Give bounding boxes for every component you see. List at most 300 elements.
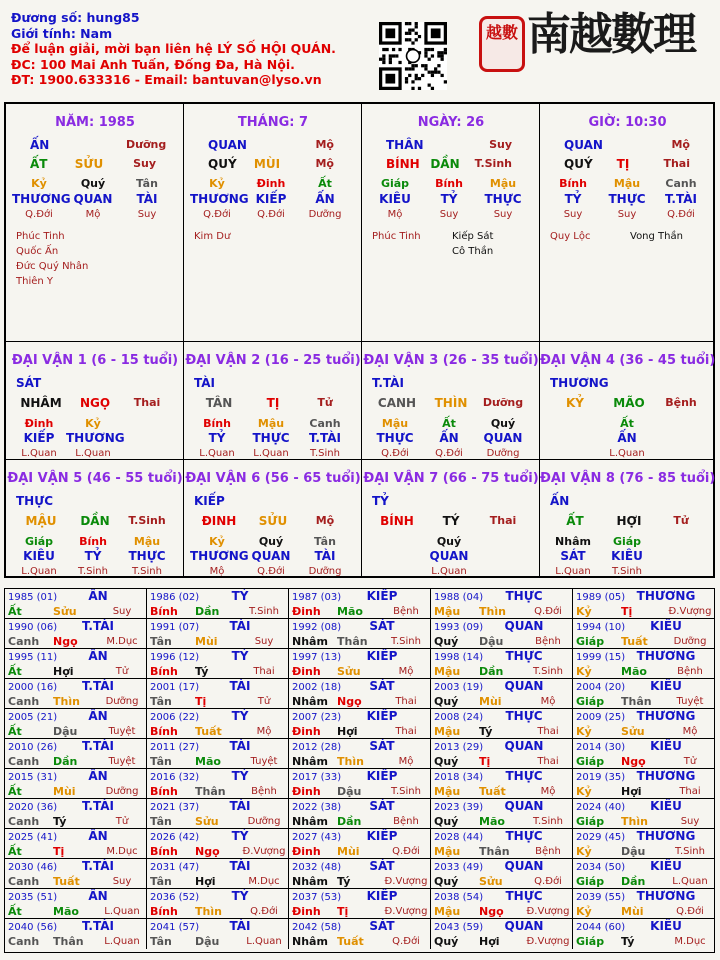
dai-van-cell (6, 460, 184, 578)
year-branch: Thìn (479, 605, 506, 618)
year-cell (431, 739, 573, 769)
dai-van-god: T.TÀI (372, 376, 404, 390)
year-branch: Tị (53, 845, 65, 858)
hidden-stem: Canh (665, 177, 697, 190)
year-stem: Đinh (292, 905, 321, 918)
year-branch: Hợi (53, 665, 74, 678)
year-stem: Giáp (576, 635, 605, 648)
year-branch: Mùi (53, 785, 76, 798)
year-cell (147, 859, 289, 889)
year-stage: Dưỡng (105, 786, 139, 797)
year-label: 1987 (03) (292, 592, 342, 603)
year-cell (289, 919, 431, 949)
year-branch: Thân (337, 635, 368, 648)
year-god: KIÊU (650, 739, 682, 753)
year-stage: Suy (254, 636, 274, 647)
year-branch: Thìn (621, 815, 648, 828)
year-stem: Mậu (434, 905, 461, 918)
year-stage: Mộ (540, 696, 556, 707)
star-label: Kiếp Sát (452, 231, 494, 242)
year-branch: Thân (53, 935, 84, 948)
dai-van-title: ĐẠI VẬN 4 (36 - 45 tuổi) (540, 353, 716, 368)
year-stem: Canh (8, 635, 40, 648)
dai-van-title: ĐẠI VẬN 5 (46 - 55 tuổi) (7, 471, 183, 486)
year-god: THỰC (505, 709, 543, 723)
year-cell (431, 859, 573, 889)
dai-van-god: TỶ (372, 494, 389, 508)
dai-van-god: KIẾP (194, 494, 225, 508)
hidden-stem: Mậu (489, 177, 517, 190)
hidden-state: Q.Đới (25, 209, 53, 220)
year-cell (147, 589, 289, 619)
dai-van-god: THƯƠNG (550, 376, 609, 390)
hidden-stem: Đinh (24, 417, 54, 430)
pillar-cell (540, 104, 715, 342)
dai-van-title: ĐẠI VẬN 7 (66 - 75 tuổi) (363, 471, 539, 486)
year-label: 2010 (26) (8, 742, 58, 753)
star-label: Thiên Y (16, 276, 54, 287)
year-god: T.TÀI (82, 679, 114, 693)
year-stem: Bính (150, 845, 178, 858)
hidden-stem: Bính (435, 177, 463, 190)
dai-van-title: ĐẠI VẬN 3 (26 - 35 tuổi) (363, 353, 539, 368)
dai-van-cell (6, 342, 184, 460)
year-stage: Q.Đới (676, 906, 704, 917)
year-label: 1993 (09) (434, 622, 484, 633)
hidden-state: L.Quan (75, 448, 111, 459)
year-label: 2043 (59) (434, 922, 484, 933)
year-god: SÁT (369, 919, 395, 933)
year-label: 1988 (04) (434, 592, 484, 603)
star-label: Kim Dư (194, 231, 231, 242)
hidden-state: T.Sinh (612, 566, 642, 577)
year-cell (147, 799, 289, 829)
hidden-stem: Mậu (257, 417, 285, 430)
hidden-stem: Bính (79, 535, 107, 548)
year-god: SÁT (369, 679, 395, 693)
year-god: ẤN (88, 589, 108, 603)
year-label: 2022 (38) (292, 802, 342, 813)
year-stem: Nhâm (292, 755, 328, 768)
year-stage: L.Quan (246, 936, 282, 947)
year-label: 2002 (18) (292, 682, 342, 693)
year-cell (147, 769, 289, 799)
hidden-god: THƯƠNG (12, 192, 71, 206)
dai-van-stem: MẬU (25, 514, 57, 528)
year-branch: Tý (195, 665, 209, 678)
year-stage: Tử (683, 756, 697, 767)
earthly-branch: SỬU (74, 157, 104, 171)
year-label: 1996 (12) (150, 652, 200, 663)
year-stem: Đinh (292, 605, 321, 618)
stem-stage: Mộ (671, 138, 690, 151)
hidden-stem: Tân (136, 177, 158, 190)
year-branch: Tý (337, 875, 351, 888)
year-branch: Tuất (479, 785, 506, 798)
dai-van-title: ĐẠI VẬN 6 (56 - 65 tuổi) (185, 471, 361, 486)
dai-van-stem: NHÂM (20, 396, 62, 410)
hidden-state: Q.Đới (257, 209, 285, 220)
year-stem: Mậu (434, 665, 461, 678)
dai-van-stem: ĐINH (201, 514, 237, 528)
year-cell (147, 889, 289, 919)
year-god: TỶ (231, 889, 249, 903)
year-branch: Hợi (479, 935, 500, 948)
hidden-state: Q.Đới (435, 448, 463, 459)
year-branch: Mùi (479, 695, 502, 708)
dai-van-god: TÀI (194, 376, 216, 390)
year-branch: Ngọ (53, 635, 78, 648)
year-god: QUAN (504, 619, 544, 633)
header-line: Để luận giải, mời bạn liên hệ LÝ SỐ HỘI QUÁN. (11, 41, 336, 56)
year-god: KIẾP (366, 649, 398, 663)
branch-stage: T.Sinh (474, 157, 512, 170)
hidden-god: SÁT (560, 549, 586, 563)
year-god: TỶ (231, 709, 249, 723)
year-cell (5, 859, 147, 889)
year-cell (147, 619, 289, 649)
year-cell (5, 889, 147, 919)
year-stem: Tân (150, 875, 172, 888)
year-stem: Quý (434, 635, 459, 648)
year-branch: Dần (337, 815, 362, 828)
hidden-stem: Quý (258, 535, 284, 548)
year-stem: Giáp (576, 935, 605, 948)
year-god: QUAN (504, 799, 544, 813)
year-label: 1998 (14) (434, 652, 484, 663)
year-branch: Dậu (621, 845, 646, 858)
branch-stage: Mộ (315, 157, 334, 170)
year-stage: Dưỡng (105, 696, 139, 707)
year-stem: Bính (150, 785, 178, 798)
year-god: TỶ (231, 829, 249, 843)
year-stem: Kỷ (576, 785, 592, 798)
year-cell (573, 619, 714, 649)
year-stem: Quý (434, 695, 459, 708)
year-branch: Hợi (621, 785, 642, 798)
year-label: 2025 (41) (8, 832, 58, 843)
year-stage: Q.Đới (250, 906, 278, 917)
year-branch: Ngọ (195, 845, 220, 858)
year-stem: Kỷ (576, 905, 592, 918)
hidden-stem: Kỷ (31, 177, 47, 190)
year-god: SÁT (369, 799, 395, 813)
year-stage: Bệnh (535, 636, 561, 647)
year-cell (5, 739, 147, 769)
dai-van-god: THỰC (16, 494, 54, 508)
year-label: 2020 (36) (8, 802, 58, 813)
year-branch: Thân (195, 785, 226, 798)
year-label: 2039 (55) (576, 892, 626, 903)
year-stage: Đ.Vượng (526, 906, 570, 917)
year-stage: Mộ (682, 726, 698, 737)
year-label: 2014 (30) (576, 742, 626, 753)
year-god: THƯƠNG (636, 649, 696, 663)
year-cell (147, 649, 289, 679)
year-label: 1997 (13) (292, 652, 342, 663)
year-stem: Tân (150, 635, 172, 648)
year-stem: Quý (434, 875, 459, 888)
year-stem: Mậu (434, 845, 461, 858)
year-stage: Mộ (398, 756, 414, 767)
year-god: KIẾP (366, 769, 398, 783)
dai-van-branch: TỊ (266, 396, 280, 410)
hidden-stem: Canh (309, 417, 341, 430)
year-stem: Bính (150, 665, 178, 678)
year-branch: Tý (479, 725, 493, 738)
year-branch: Mùi (195, 635, 218, 648)
year-stage: Mộ (256, 726, 272, 737)
year-label: 2004 (20) (576, 682, 626, 693)
year-god: KIẾP (366, 829, 398, 843)
hidden-god: T.TÀI (309, 431, 341, 445)
year-god: THƯƠNG (636, 889, 696, 903)
year-stage: Q.Đới (534, 876, 562, 887)
year-stem: Bính (150, 905, 178, 918)
hidden-state: T.Sinh (310, 448, 340, 459)
hidden-stem: Mậu (613, 177, 641, 190)
hidden-god: THỰC (128, 549, 166, 563)
hidden-state: Q.Đới (203, 209, 231, 220)
hidden-state: T.Sinh (132, 566, 162, 577)
year-stem: Canh (8, 815, 40, 828)
year-cell (147, 679, 289, 709)
year-cell (431, 649, 573, 679)
heavenly-stem: QUÝ (564, 157, 593, 171)
dai-van-stage: T.Sinh (128, 514, 166, 527)
year-stem: Đinh (292, 785, 321, 798)
year-stage: Bệnh (251, 786, 277, 797)
dai-van-stem: BÍNH (380, 514, 414, 528)
dai-van-god: ẤN (550, 494, 570, 508)
hidden-stem: Giáp (24, 535, 54, 548)
year-branch: Thìn (195, 905, 222, 918)
year-god: THỰC (505, 589, 543, 603)
year-branch: Dậu (195, 935, 220, 948)
year-stage: Tuyệt (676, 696, 704, 707)
year-label: 2005 (21) (8, 712, 58, 723)
year-god: THƯƠNG (636, 589, 696, 603)
year-label: 2028 (44) (434, 832, 484, 843)
year-stage: L.Quan (104, 936, 140, 947)
hidden-god: T.TÀI (665, 192, 697, 206)
year-stage: Đ.Vượng (668, 606, 712, 617)
year-stage: M.Dục (674, 936, 706, 947)
year-stage: L.Quan (104, 906, 140, 917)
year-branch: Tuất (337, 935, 364, 948)
year-branch: Ngọ (479, 905, 504, 918)
year-branch: Sửu (337, 665, 361, 678)
year-branch: Thìn (53, 695, 80, 708)
year-label: 2023 (39) (434, 802, 484, 813)
year-stem: Nhâm (292, 695, 328, 708)
year-stem: Canh (8, 935, 40, 948)
year-stem: Canh (8, 755, 40, 768)
year-branch: Dần (479, 665, 504, 678)
header-line: Giới tính: Nam (11, 25, 113, 41)
year-stem: Ất (8, 665, 22, 678)
earthly-branch: MÙI (253, 157, 281, 171)
year-branch: Dậu (337, 785, 362, 798)
earthly-branch: TỊ (616, 157, 630, 171)
year-cell (5, 919, 147, 949)
hidden-god: KIÊU (23, 549, 55, 563)
dai-van-title: ĐẠI VẬN 1 (6 - 15 tuổi) (11, 353, 179, 368)
dai-van-stage: Thai (489, 514, 517, 527)
hidden-state: Mộ (85, 209, 101, 220)
year-cell (431, 709, 573, 739)
hidden-god: KIẾP (255, 192, 287, 206)
year-stage: Tử (257, 696, 271, 707)
year-stage: Q.Đới (534, 606, 562, 617)
hidden-god: KIẾP (23, 431, 55, 445)
year-label: 2034 (50) (576, 862, 626, 873)
year-label: 1989 (05) (576, 592, 626, 603)
year-branch: Mão (53, 905, 79, 918)
year-branch: Mão (621, 665, 647, 678)
hidden-god: THỰC (608, 192, 646, 206)
year-stage: Đ.Vượng (526, 936, 570, 947)
year-label: 2015 (31) (8, 772, 58, 783)
hidden-god: ẤN (617, 431, 637, 445)
year-label: 2006 (22) (150, 712, 200, 723)
hidden-state: L.Quan (199, 448, 235, 459)
hidden-state: Suy (563, 209, 583, 220)
year-stage: Dưỡng (247, 816, 281, 827)
year-branch: Tuất (195, 725, 222, 738)
year-god: T.TÀI (82, 859, 114, 873)
hidden-god: QUAN (429, 549, 469, 563)
hidden-state: L.Quan (431, 566, 467, 577)
year-cell (147, 709, 289, 739)
year-label: 2040 (56) (8, 922, 58, 933)
hidden-god: THƯƠNG (190, 192, 249, 206)
year-god: TÀI (229, 919, 251, 933)
year-label: 2027 (43) (292, 832, 342, 843)
year-stem: Ất (8, 905, 22, 918)
hidden-state: Suy (493, 209, 513, 220)
year-stem: Ất (8, 725, 22, 738)
star-label: Cô Thần (452, 246, 494, 257)
year-god: QUAN (504, 919, 544, 933)
year-label: 2024 (40) (576, 802, 626, 813)
year-stem: Giáp (576, 695, 605, 708)
hidden-god: KIÊU (379, 192, 411, 206)
year-label: 1992 (08) (292, 622, 342, 633)
year-god: TÀI (229, 799, 251, 813)
hidden-state: L.Quan (21, 448, 57, 459)
year-branch: Tý (53, 815, 67, 828)
year-stem: Kỷ (576, 605, 592, 618)
hidden-god: THỰC (484, 192, 522, 206)
hidden-stem: Kỷ (209, 177, 225, 190)
dai-van-stem: KỶ (566, 396, 584, 410)
year-branch: Sửu (621, 725, 645, 738)
year-cell (289, 769, 431, 799)
year-stem: Bính (150, 725, 178, 738)
hidden-stem: Tân (314, 535, 336, 548)
year-label: 2018 (34) (434, 772, 484, 783)
year-cell (5, 769, 147, 799)
year-stage: Thai (253, 666, 275, 677)
hidden-state: L.Quan (253, 448, 289, 459)
dai-van-branch: MÃO (613, 396, 645, 410)
dai-van-branch: NGỌ (79, 396, 111, 410)
hidden-god: KIÊU (611, 549, 643, 563)
hidden-god: THỰC (376, 431, 414, 445)
year-cell (431, 889, 573, 919)
hidden-god: TỶ (208, 431, 226, 445)
dai-van-branch: HỢI (616, 514, 642, 528)
year-branch: Thân (621, 695, 652, 708)
star-label: Phúc Tinh (372, 231, 421, 242)
year-stem: Quý (434, 815, 459, 828)
year-stem: Mậu (434, 605, 461, 618)
dai-van-stage: Thai (133, 396, 161, 409)
hidden-stem: Bính (559, 177, 587, 190)
hidden-god: TỶ (440, 192, 458, 206)
seal-stamp: 越數 (479, 16, 525, 72)
year-god: SÁT (369, 619, 395, 633)
year-label: 2012 (28) (292, 742, 342, 753)
stem-god: QUAN (564, 138, 603, 152)
year-cell (289, 829, 431, 859)
year-stage: T.Sinh (391, 636, 421, 647)
year-god: TÀI (229, 619, 251, 633)
branch-stage: Thai (663, 157, 690, 170)
year-label: 2036 (52) (150, 892, 200, 903)
year-label: 2029 (45) (576, 832, 626, 843)
year-stem: Canh (8, 695, 40, 708)
hidden-state: Mộ (209, 566, 225, 577)
heavenly-stem: ẤT (30, 157, 48, 171)
year-branch: Tị (337, 905, 349, 918)
year-branch: Mão (479, 815, 505, 828)
year-stage: Tuyệt (108, 756, 136, 767)
stem-god: ẤN (30, 138, 50, 152)
hidden-god: QUAN (483, 431, 523, 445)
year-stem: Nhâm (292, 815, 328, 828)
year-cell (289, 859, 431, 889)
year-branch: Tị (195, 695, 207, 708)
year-stem: Đinh (292, 725, 321, 738)
year-cell (147, 739, 289, 769)
year-branch: Mão (195, 755, 221, 768)
year-cell (5, 829, 147, 859)
year-label: 2011 (27) (150, 742, 200, 753)
year-god: TÀI (229, 859, 251, 873)
year-stem: Ất (8, 845, 22, 858)
header-line: ĐT: 1900.633316 - Email: bantuvan@lyso.vn (11, 72, 322, 87)
year-cell (573, 679, 714, 709)
star-label: Vong Thần (630, 231, 683, 242)
year-label: 2032 (48) (292, 862, 342, 873)
hidden-state: Suy (617, 209, 637, 220)
year-branch: Sửu (53, 605, 77, 618)
year-label: 2037 (53) (292, 892, 342, 903)
dai-van-god: SÁT (16, 376, 42, 390)
hidden-stem: Nhâm (555, 535, 591, 548)
hidden-god: THỰC (252, 431, 290, 445)
year-label: 2001 (17) (150, 682, 200, 693)
year-stem: Nhâm (292, 875, 328, 888)
hidden-stem: Giáp (612, 535, 642, 548)
hidden-god: QUAN (251, 549, 291, 563)
year-branch: Dần (53, 755, 78, 768)
header-info (11, 10, 336, 88)
star-label: Quy Lộc (550, 231, 591, 242)
year-stage: Thai (679, 786, 701, 797)
